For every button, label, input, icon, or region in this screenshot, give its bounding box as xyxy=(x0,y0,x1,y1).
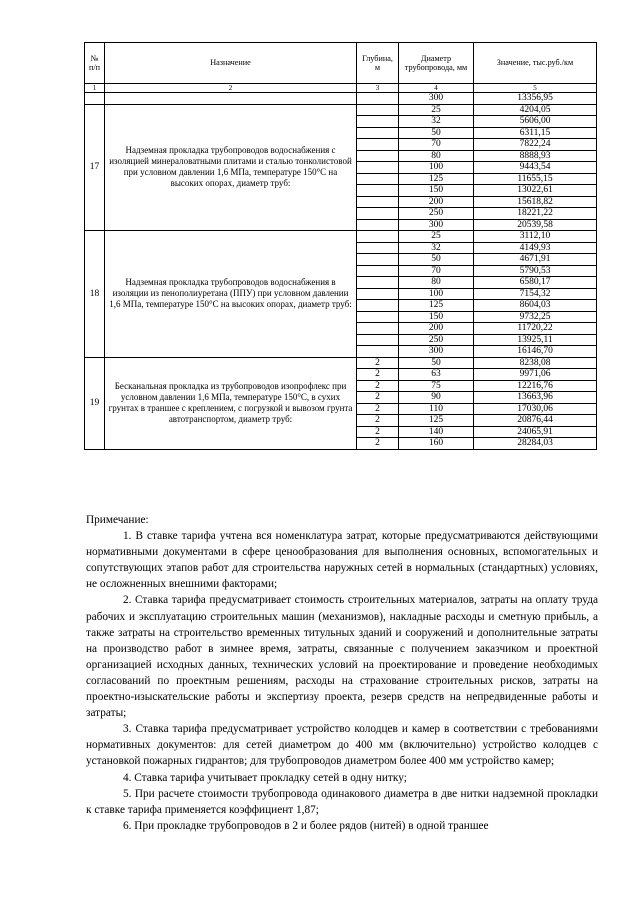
value-cell: 18221,22 xyxy=(474,208,597,220)
diameter-cell: 300 xyxy=(399,346,474,358)
row-number: 18 xyxy=(85,231,105,358)
note-item: 4. Ставка тарифа учитывает прокладку сетей в одну нитку; xyxy=(123,771,407,784)
diameter-cell: 300 xyxy=(399,93,474,105)
value-cell: 13663,96 xyxy=(474,392,597,404)
diameter-cell: 200 xyxy=(399,196,474,208)
diameter-cell: 250 xyxy=(399,208,474,220)
value-cell: 17030,06 xyxy=(474,403,597,415)
value-cell: 8888,93 xyxy=(474,150,597,162)
note-item: 3. Ставка тарифа предусматривает устройство колодцев и камер в соответствии с требованиями нормативных документов: для сетей диаметром до 400 мм (включительно) устройство колодцев с установкой пожарных гидрантов; для трубопроводов диаметром более 400 мм устройство камер; xyxy=(86,723,598,768)
diameter-cell: 125 xyxy=(399,300,474,312)
diameter-cell: 110 xyxy=(399,403,474,415)
diameter-cell: 75 xyxy=(399,380,474,392)
value-cell: 9443,54 xyxy=(474,162,597,174)
depth-cell xyxy=(357,196,399,208)
diameter-cell: 150 xyxy=(399,311,474,323)
empty-cell xyxy=(105,93,357,105)
depth-cell: 2 xyxy=(357,357,399,369)
depth-cell xyxy=(357,231,399,243)
depth-cell xyxy=(357,346,399,358)
diameter-cell: 80 xyxy=(399,277,474,289)
diameter-cell: 50 xyxy=(399,254,474,266)
table-row xyxy=(85,104,597,116)
value-cell: 9971,06 xyxy=(474,369,597,381)
value-cell: 16146,70 xyxy=(474,346,597,358)
row-description: Надземная прокладка трубопроводов водоснабжения с изоляцией минераловатными плитами и сталью тонколистовой при условном давлении 1,6 МПа, температуре 150°С на высоких опорах, диаметр труб: xyxy=(105,104,357,231)
diameter-cell: 100 xyxy=(399,288,474,300)
depth-cell xyxy=(357,219,399,231)
value-cell: 28284,03 xyxy=(474,438,597,450)
diameter-cell: 250 xyxy=(399,334,474,346)
diameter-cell: 32 xyxy=(399,242,474,254)
diameter-cell: 63 xyxy=(399,369,474,381)
header-value: Значение, тыс.руб./км xyxy=(474,43,597,84)
value-cell: 20876,44 xyxy=(474,415,597,427)
note-item: 5. При расчете стоимости трубопровода одинакового диаметра в две нитки надземной прокладки к ставке тарифа применяется коэффициент 1,87; xyxy=(86,787,598,816)
value-cell: 15618,82 xyxy=(474,196,597,208)
column-number: 1 xyxy=(85,84,105,93)
note-item: 2. Ставка тарифа предусматривает стоимость строительных материалов, затраты на оплату труда рабочих и эксплуатацию строительных машин (механизмов), накладные расходы и сметную прибыль, а также затраты на строительство временных титульных зданий и сооружений и дополнительные затраты на производство работ в зимнее время, затраты, связанные с получением заказчиком и проектной организацией исходных данных, технических условий на проектирование и проведение необходимых согласований по проектным решениям, расходы на страхование строительных рисков, затраты на проектно-изыскательские работы и экспертизу проекта, резерв средств на непредвиденные работы и затраты; xyxy=(86,594,598,720)
diameter-cell: 70 xyxy=(399,265,474,277)
diameter-cell: 50 xyxy=(399,357,474,369)
diameter-cell: 80 xyxy=(399,150,474,162)
notes-section xyxy=(86,512,598,834)
depth-cell xyxy=(357,334,399,346)
depth-cell: 2 xyxy=(357,403,399,415)
table-body xyxy=(85,84,597,450)
diameter-cell: 70 xyxy=(399,139,474,151)
depth-cell xyxy=(357,311,399,323)
value-cell: 5606,00 xyxy=(474,116,597,128)
row-number: 17 xyxy=(85,104,105,231)
value-cell: 7154,32 xyxy=(474,288,597,300)
value-cell: 4671,91 xyxy=(474,254,597,266)
value-cell: 12216,76 xyxy=(474,380,597,392)
table-row xyxy=(85,93,597,105)
table-header-row xyxy=(85,43,597,84)
depth-cell xyxy=(357,173,399,185)
depth-cell xyxy=(357,116,399,128)
column-number: 2 xyxy=(105,84,357,93)
header-number: № п/п xyxy=(85,43,105,84)
depth-cell: 2 xyxy=(357,392,399,404)
row-description: Надземная прокладка трубопроводов водоснабжения в изоляции из пенополиуретана (ППУ) при условном давлении 1,6 МПа, температуре 150°С на высоких опорах, диаметр труб: xyxy=(105,231,357,358)
notes-title: Примечание: xyxy=(86,514,149,526)
header-purpose: Назначение xyxy=(105,43,357,84)
value-cell: 13925,11 xyxy=(474,334,597,346)
column-number: 4 xyxy=(399,84,474,93)
depth-cell xyxy=(357,300,399,312)
depth-cell xyxy=(357,162,399,174)
diameter-cell: 90 xyxy=(399,392,474,404)
depth-cell xyxy=(357,254,399,266)
row-number: 19 xyxy=(85,357,105,449)
value-cell: 8604,03 xyxy=(474,300,597,312)
diameter-cell: 100 xyxy=(399,162,474,174)
value-cell: 8238,08 xyxy=(474,357,597,369)
depth-cell xyxy=(357,242,399,254)
depth-cell: 2 xyxy=(357,438,399,450)
value-cell: 7822,24 xyxy=(474,139,597,151)
diameter-cell: 150 xyxy=(399,185,474,197)
diameter-cell: 125 xyxy=(399,173,474,185)
diameter-cell: 32 xyxy=(399,116,474,128)
header-depth: Глубина, м xyxy=(357,43,399,84)
column-number: 5 xyxy=(474,84,597,93)
diameter-cell: 300 xyxy=(399,219,474,231)
depth-cell: 2 xyxy=(357,380,399,392)
value-cell: 4204,05 xyxy=(474,104,597,116)
empty-cell xyxy=(85,93,105,105)
column-number-row xyxy=(85,84,597,93)
value-cell: 13022,61 xyxy=(474,185,597,197)
value-cell: 9732,25 xyxy=(474,311,597,323)
depth-cell: 2 xyxy=(357,415,399,427)
depth-cell xyxy=(357,265,399,277)
note-item: 6. При прокладке трубопроводов в 2 и более рядов (нитей) в одной траншее xyxy=(123,819,489,832)
empty-cell xyxy=(357,93,399,105)
table-row xyxy=(85,231,597,243)
table-row xyxy=(85,357,597,369)
depth-cell xyxy=(357,288,399,300)
diameter-cell: 200 xyxy=(399,323,474,335)
depth-cell xyxy=(357,127,399,139)
value-cell: 13356,95 xyxy=(474,93,597,105)
value-cell: 24065,91 xyxy=(474,426,597,438)
tariff-table xyxy=(84,42,597,450)
diameter-cell: 50 xyxy=(399,127,474,139)
depth-cell: 2 xyxy=(357,426,399,438)
depth-cell xyxy=(357,208,399,220)
depth-cell xyxy=(357,323,399,335)
diameter-cell: 160 xyxy=(399,438,474,450)
depth-cell xyxy=(357,185,399,197)
value-cell: 3112,10 xyxy=(474,231,597,243)
note-item: 1. В ставке тарифа учтена вся номенклатура затрат, которые предусматриваются действующими нормативными документами в сфере ценообразования для выполнения основных, вспомогательных и сопутствующих этапов работ для строительства наружных сетей в нормальных (стандартных) условиях, не осложненных внешними факторами; xyxy=(86,530,598,591)
depth-cell: 2 xyxy=(357,369,399,381)
value-cell: 11720,22 xyxy=(474,323,597,335)
depth-cell xyxy=(357,150,399,162)
diameter-cell: 125 xyxy=(399,415,474,427)
value-cell: 11655,15 xyxy=(474,173,597,185)
depth-cell xyxy=(357,104,399,116)
depth-cell xyxy=(357,277,399,289)
depth-cell xyxy=(357,139,399,151)
diameter-cell: 25 xyxy=(399,231,474,243)
value-cell: 20539,58 xyxy=(474,219,597,231)
row-description: Бесканальная прокладка из трубопроводов изопрофлекс при условном давлении 1,6 МПа, температуре 150°С, в сухих грунтах в траншее с креплением, с погрузкой и вывозом грунта автотранспортом, диаметр труб: xyxy=(105,357,357,449)
value-cell: 5790,53 xyxy=(474,265,597,277)
value-cell: 4149,93 xyxy=(474,242,597,254)
diameter-cell: 25 xyxy=(399,104,474,116)
value-cell: 6580,17 xyxy=(474,277,597,289)
header-diameter: Диаметр трубопровода, мм xyxy=(399,43,474,84)
diameter-cell: 140 xyxy=(399,426,474,438)
value-cell: 6311,15 xyxy=(474,127,597,139)
column-number: 3 xyxy=(357,84,399,93)
